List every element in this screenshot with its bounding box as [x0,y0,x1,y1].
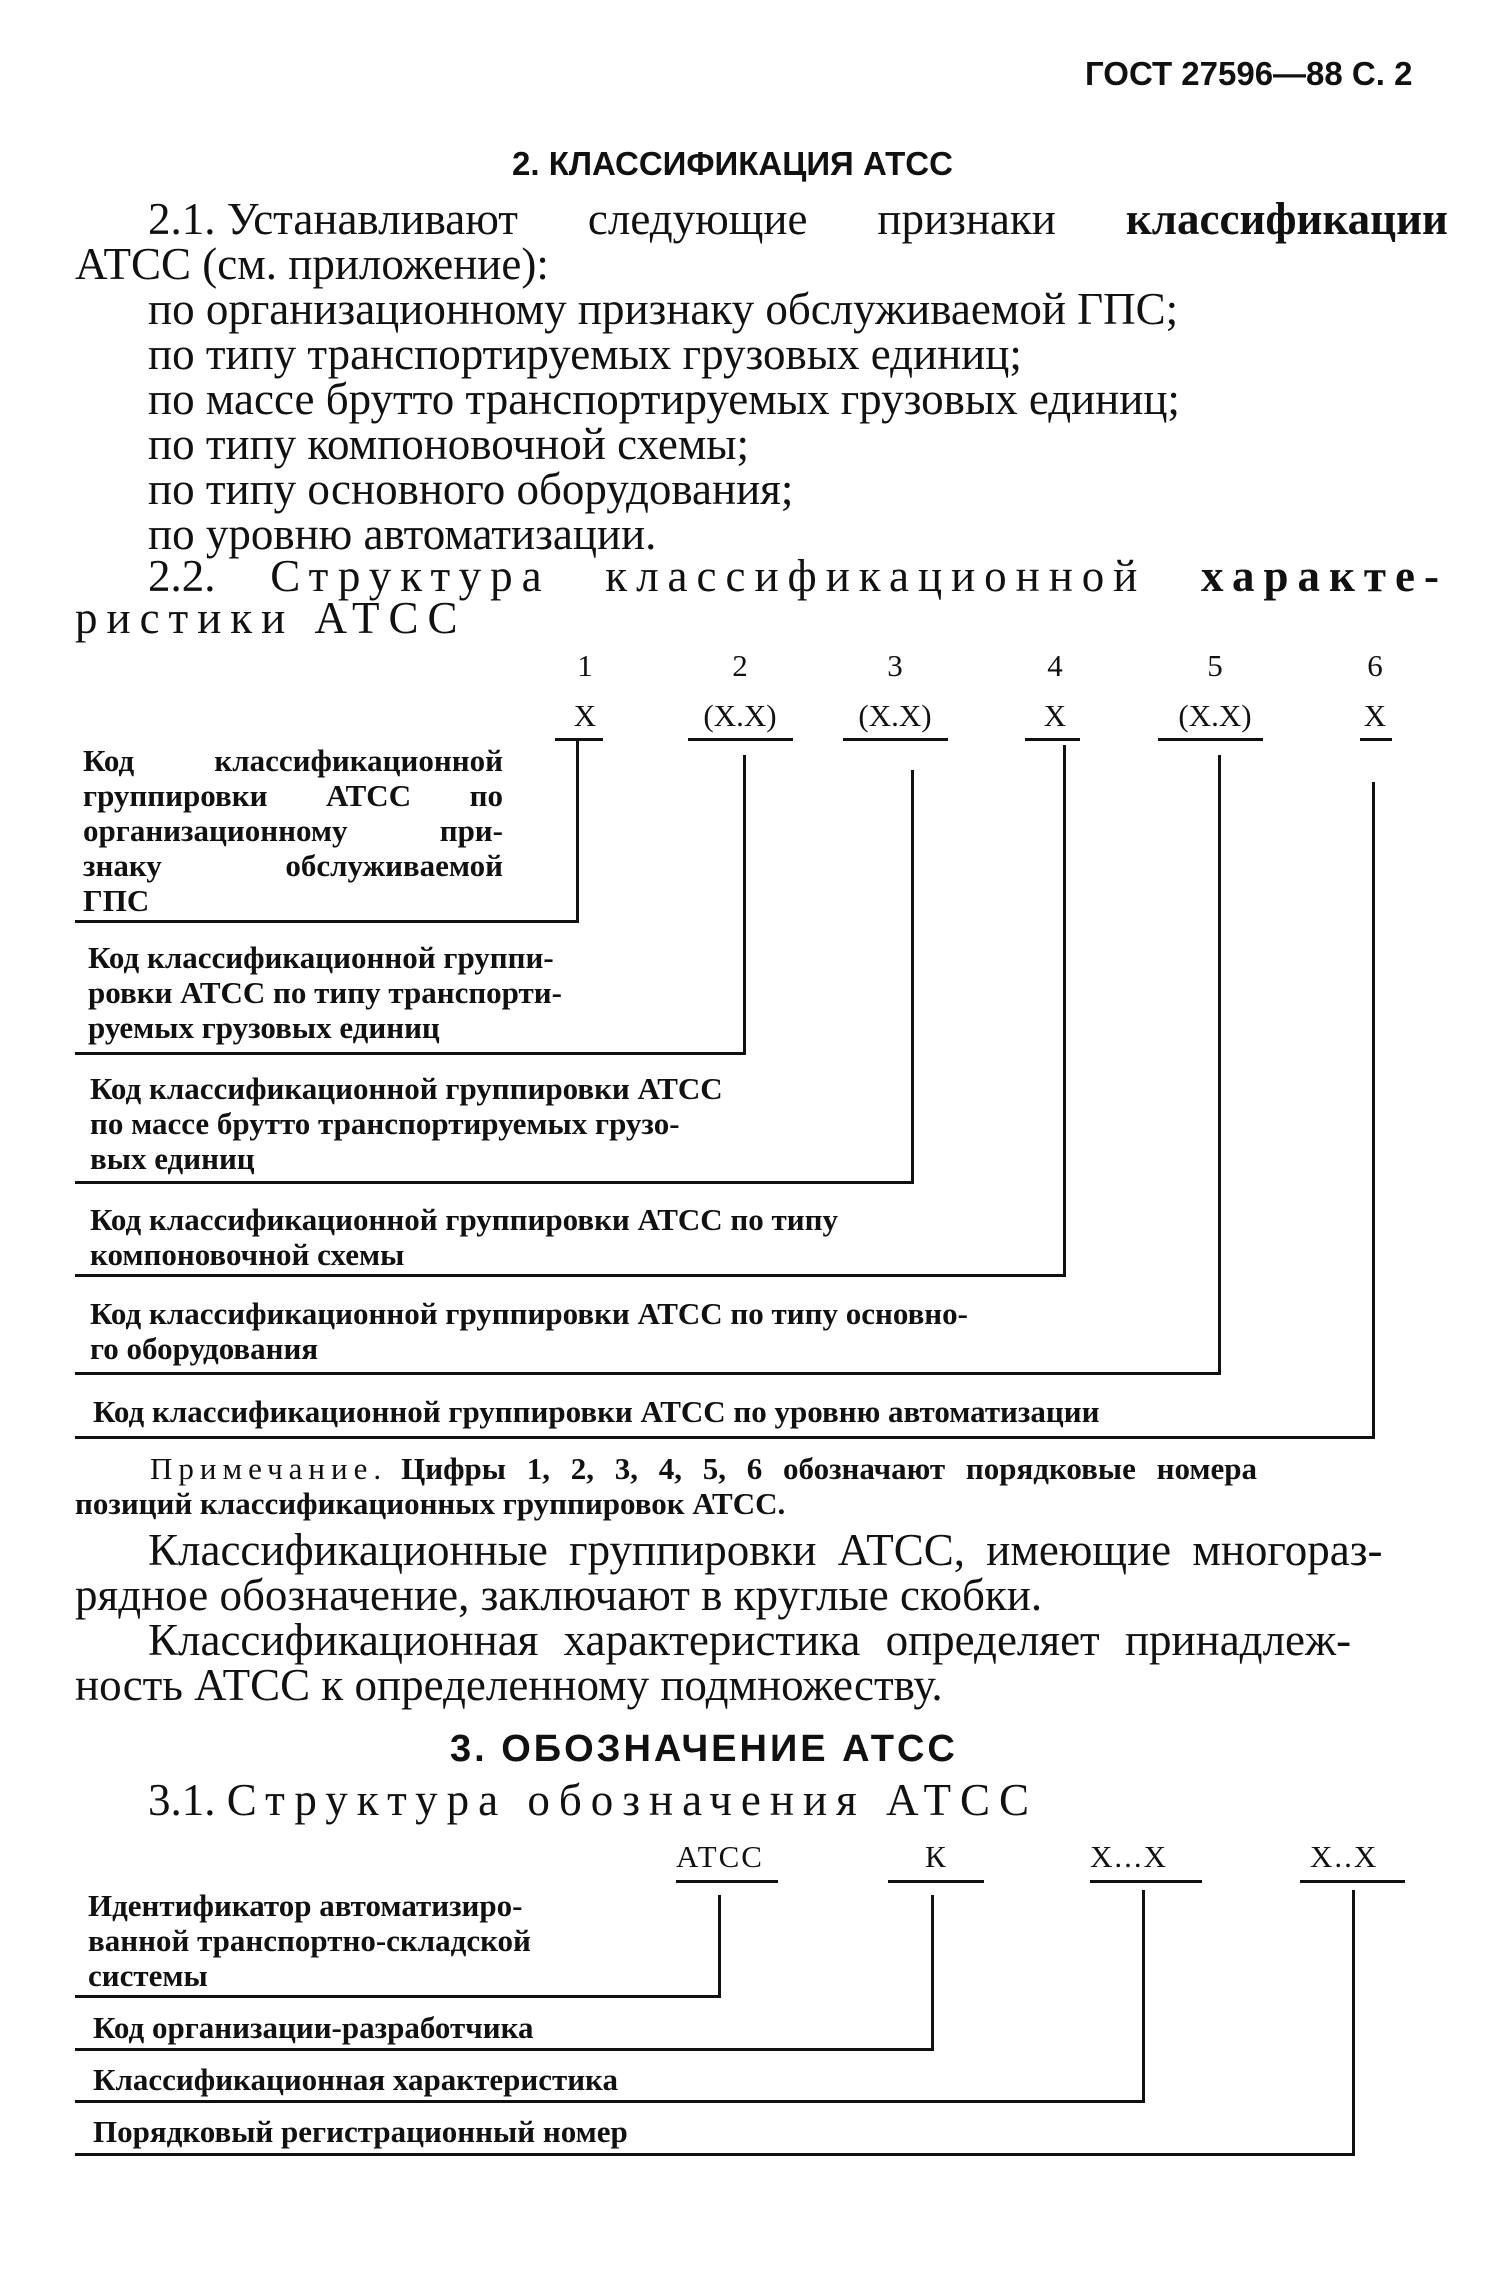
document-reference: ГОСТ 27596—88 С. 2 [1085,55,1413,92]
code-underline [1025,738,1080,741]
label-rule [75,1274,1066,1277]
position-number: 4 [1047,648,1063,683]
connector-line [1352,1890,1355,2155]
position-number: 3 [887,648,903,683]
code-underline [1300,1880,1405,1883]
paragraph-2-2-line2: ристики АТСС [75,593,467,643]
label-word: по [469,778,503,813]
connector-line [931,1895,934,2050]
word: признаки [877,194,1056,244]
word: 2.1. Устанавливают [148,194,518,244]
designation-label-line: Идентификатор автоматизиро- [88,1888,523,1923]
list-item: по уровню автоматизации. [148,509,657,559]
designation-label-line: Код организации-разработчика [93,2010,534,2045]
connector-line [743,755,746,1055]
code-underline [676,1880,778,1883]
classification-label-line: Код классификационной группи- [88,940,554,975]
classification-label-line: вых единиц [90,1141,255,1176]
label-word: организационному [83,813,348,848]
designation-code: Х...Х [1090,1839,1169,1874]
label-rule [75,1436,1375,1439]
note-line1 [150,1453,1450,1484]
connector-line [1372,782,1375,1439]
section-2-title: 2. КЛАССИФИКАЦИЯ АТСС [512,145,953,182]
word: следующие [587,194,808,244]
label-word: группировки [83,778,268,813]
label-word: АТСС [325,778,412,813]
list-item: по организационному признаку обслуживаемой ГПС; [148,284,1179,334]
paragraph-number: 3.1. [148,1775,216,1825]
classification-label-line: Код классификационной группировки АТСС по типу основно- [90,1296,968,1331]
label-rule [75,2153,1355,2156]
position-code: Х [573,698,597,733]
label-word: знаку [83,848,162,883]
word: Структура [270,551,551,601]
position-number: 2 [732,648,748,683]
connector-line [718,1895,721,1997]
list-item: по массе брутто транспортируемых грузовых единиц; [148,374,1180,424]
connector-line [1063,745,1066,1277]
note-lead: Примечание. [150,1451,388,1486]
connector-line [911,770,914,1184]
position-code: Х [1043,698,1067,733]
word: характе- [1201,551,1448,601]
classification-label-line: го оборудования [90,1331,319,1366]
list-item: по типу компоновочной схемы; [148,419,750,469]
note-text: Цифры 1, 2, 3, 4, 5, 6 обозначают порядковые номера [401,1451,1257,1486]
paragraph-line: Классификационные группировки АТСС, имеющие многораз- [148,1525,1383,1575]
designation-label-line: Порядковый регистрационный номер [93,2114,628,2149]
classification-label-line [83,815,503,846]
position-code: (Х.Х) [858,698,932,733]
position-code: (Х.Х) [1178,698,1252,733]
label-word: обслуживаемой [285,848,503,883]
paragraph-3-1 [148,1775,1039,1825]
code-underline [843,738,948,741]
position-code: Х [1363,698,1387,733]
connector-line [1218,755,1221,1375]
paragraph-2-1-line1 [148,194,1448,244]
position-number: 1 [577,648,593,683]
word: 2.2. [148,551,216,601]
classification-label-line: компоновочной схемы [90,1237,405,1272]
label-rule [75,2100,1145,2103]
designation-code: К [925,1839,946,1874]
connector-line [576,740,579,922]
label-rule [75,1372,1221,1375]
designation-code: Х..Х [1310,1839,1379,1874]
classification-label-line: Код классификационной группировки АТСС по уровню автоматизации [93,1394,1100,1429]
word: классификации [1125,194,1448,244]
code-underline [688,738,793,741]
list-item: по типу транспортируемых грузовых единиц; [148,329,1022,379]
designation-label-line: Классификационная характеристика [93,2062,618,2097]
label-rule [75,1052,746,1055]
classification-label-line: по массе брутто транспортируемых грузо- [90,1106,680,1141]
classification-label-line [83,780,503,811]
label-rule [75,1995,721,1998]
label-word: классификационной [214,743,503,778]
code-underline [1360,738,1392,741]
classification-label-line: ровки АТСС по типу транспорти- [88,975,562,1010]
note-line2: позиций классификационных группировок АТСС. [75,1486,786,1521]
designation-label-line: системы [88,1958,208,1993]
classification-label-line [83,745,503,776]
paragraph-2-1-line2: АТСС (см. приложение): [75,239,549,289]
label-rule [75,920,579,923]
label-word: при- [439,813,503,848]
connector-line [1142,1890,1145,2102]
classification-label-line: Код классификационной группировки АТСС [90,1071,723,1106]
paragraph-text: Структура обозначения АТСС [226,1775,1039,1825]
code-underline [888,1880,984,1883]
label-word: Код [83,743,135,778]
classification-label-line [83,850,503,881]
list-item: по типу основного оборудования; [148,464,794,514]
paragraph-line: Классификационная характеристика определяет принадлеж- [148,1615,1352,1665]
section-3-title: 3. ОБОЗНАЧЕНИЕ АТСС [450,1728,958,1770]
word: классификационной [605,551,1147,601]
label-rule [75,2048,934,2051]
code-underline [1090,1880,1202,1883]
designation-code: АТСС [676,1839,764,1874]
classification-label-line: руемых грузовых единиц [88,1010,440,1045]
classification-label-line: ГПС [83,883,150,918]
position-number: 6 [1367,648,1383,683]
paragraph-line: рядное обозначение, заключают в круглые скобки. [75,1570,1043,1620]
code-underline [1158,738,1263,741]
position-code: (Х.Х) [703,698,777,733]
code-underline [555,738,603,741]
paragraph-line: ность АТСС к определенному подмножеству. [75,1660,943,1710]
label-rule [75,1181,914,1184]
classification-label-line: Код классификационной группировки АТСС по типу [90,1202,838,1237]
designation-label-line: ванной транспортно-складской [88,1923,531,1958]
position-number: 5 [1207,648,1223,683]
